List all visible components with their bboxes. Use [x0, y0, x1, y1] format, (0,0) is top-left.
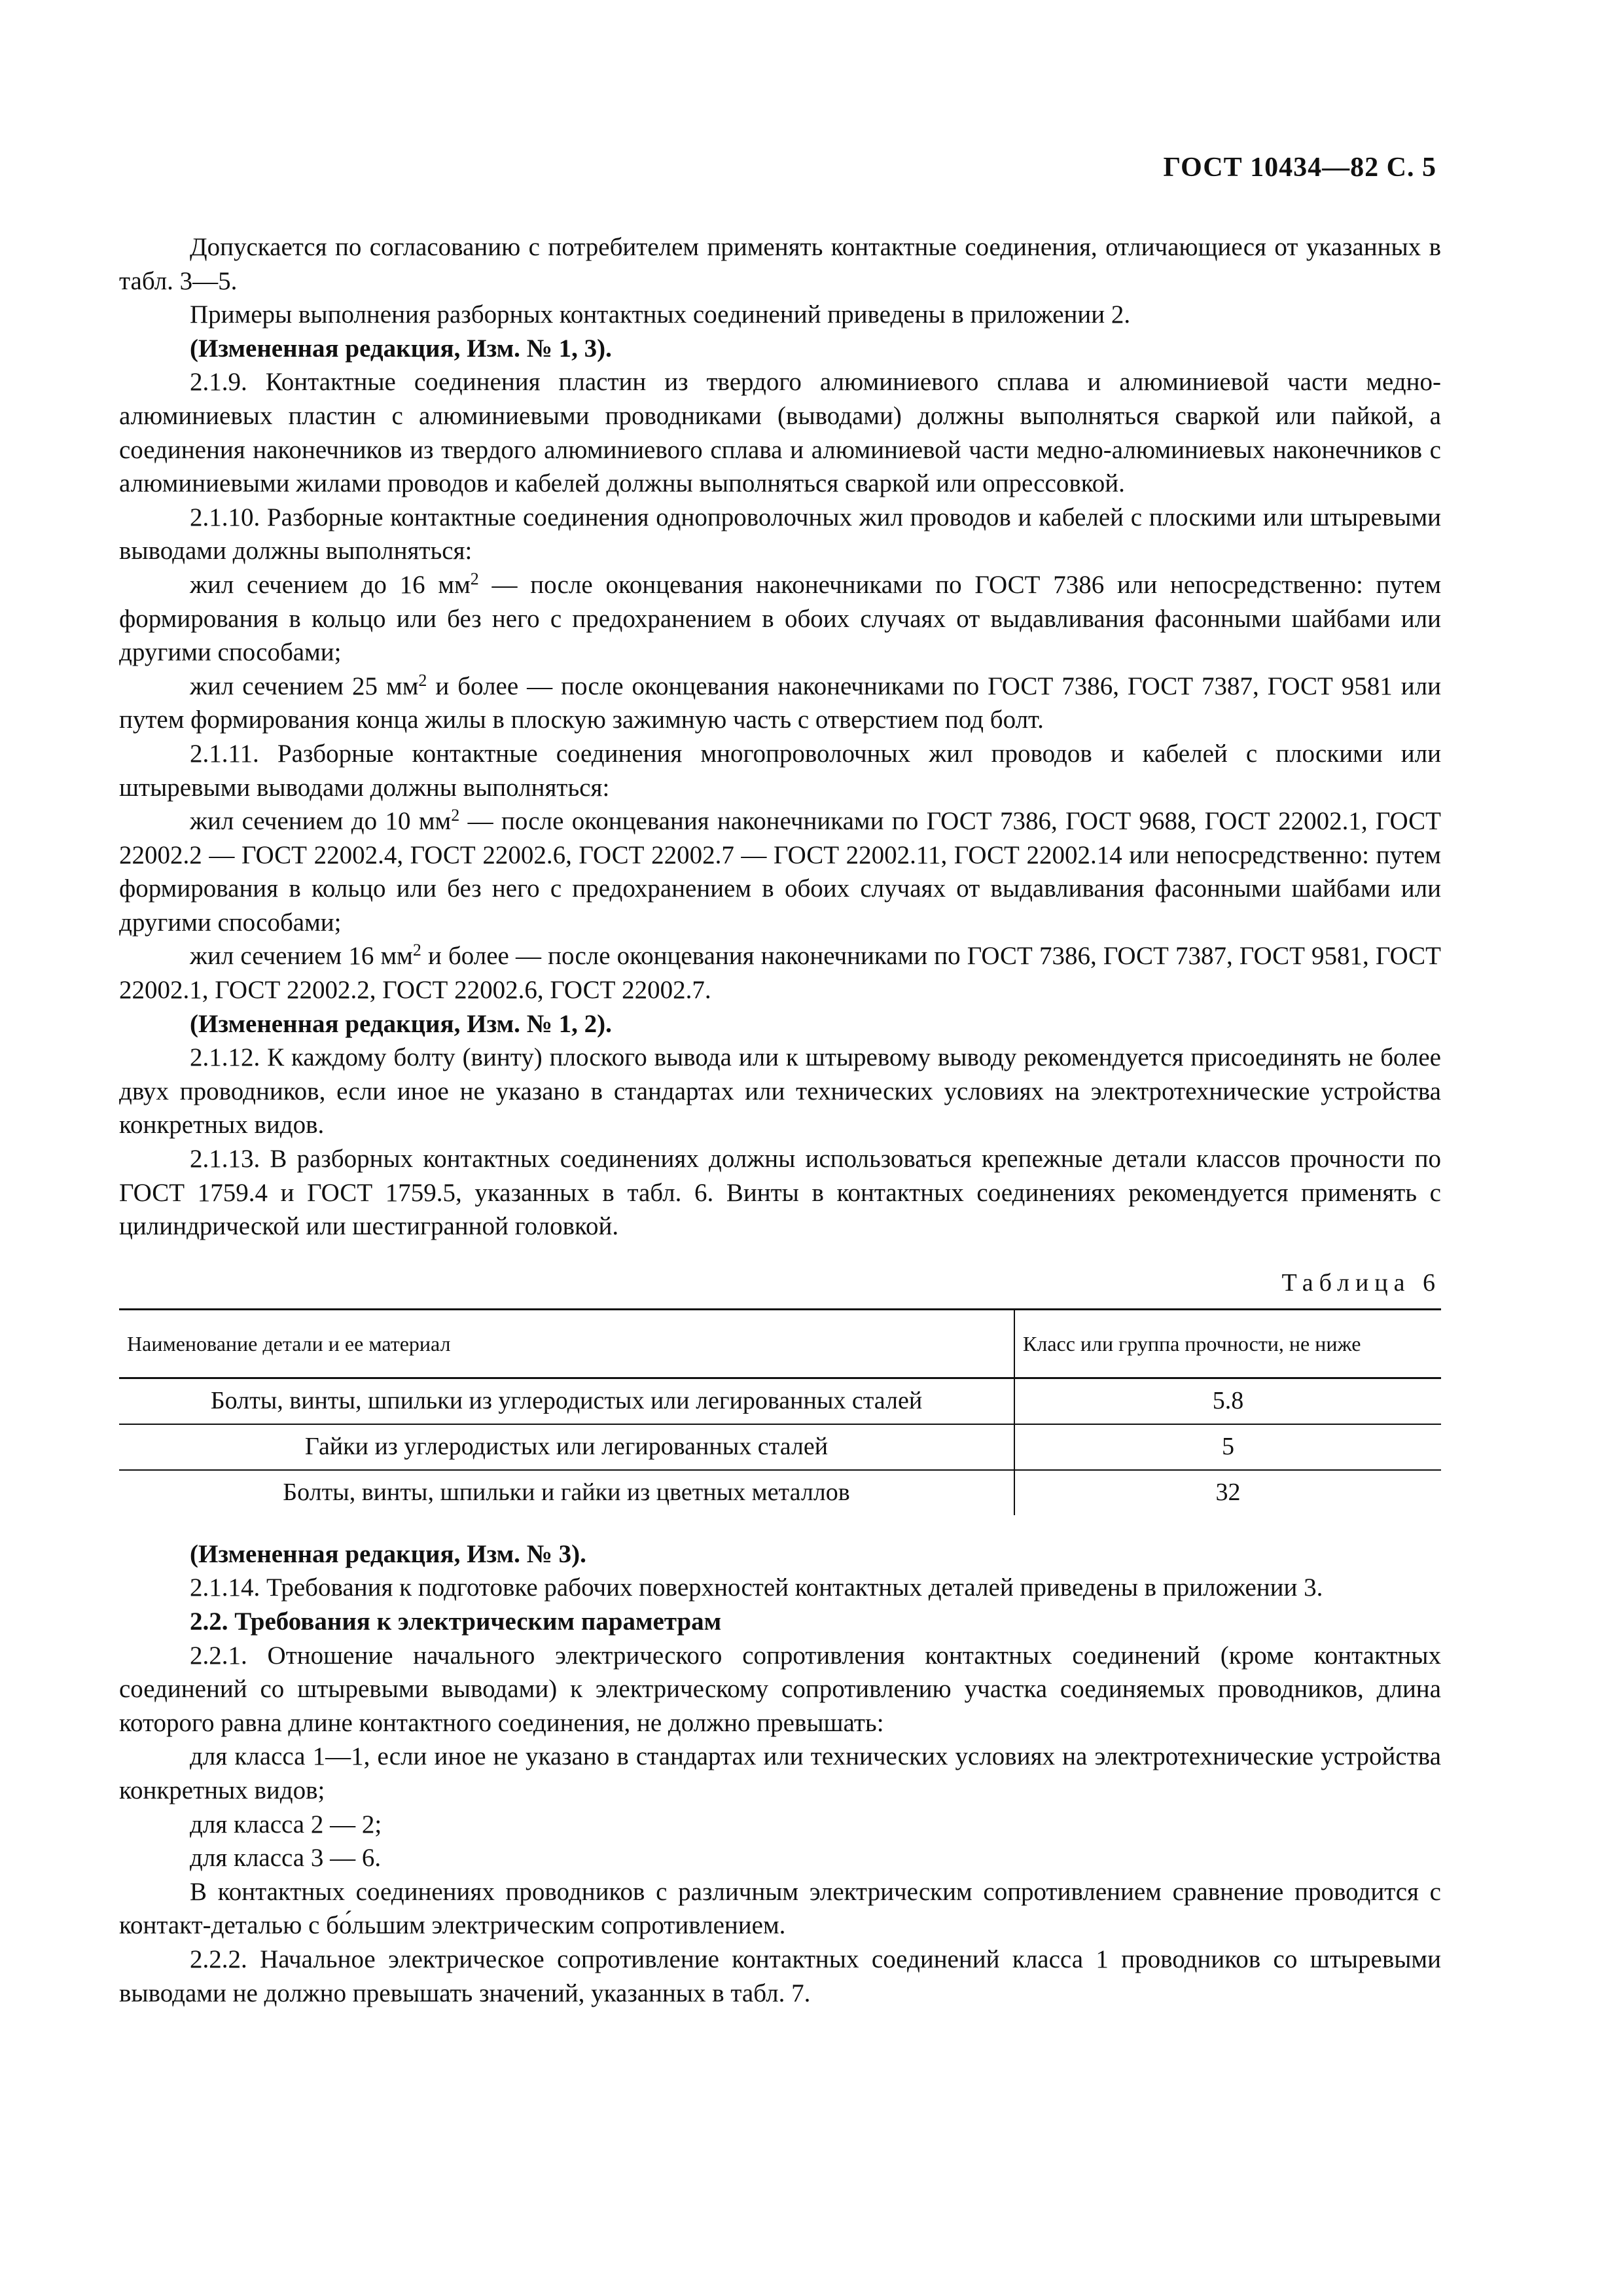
list-item: [119, 804, 1441, 939]
amendment-note: (Измененная редакция, Изм. № 3).: [190, 1539, 586, 1568]
table-row: [119, 1470, 1441, 1515]
table-cell: 5.8: [1014, 1378, 1441, 1424]
paragraph: Примеры выполнения разборных контактных соединений приведены в приложении 2.: [190, 300, 1131, 329]
list-item-text: жил сечением до 16 мм: [190, 570, 471, 599]
list-item-text: жил сечением 16 мм: [190, 942, 413, 971]
table-6: [119, 1308, 1441, 1515]
list-item: [119, 670, 1441, 737]
list-item-text: жил сечением 25 мм: [190, 672, 419, 700]
superscript: 2: [412, 941, 421, 960]
clause-2-1-11: 2.1.11. Разборные контактные соединения многопроволочных жил проводов и кабелей с плоскими или штыревыми выводами должны выполняться:: [119, 739, 1441, 802]
table-header-cell: Класс или группа прочности, не ниже: [1014, 1309, 1441, 1378]
list-item: [119, 568, 1441, 670]
document-body: [119, 230, 1441, 2010]
list-item-text: жил сечением до 10 мм: [190, 807, 452, 836]
clause-2-1-12: 2.1.12. К каждому болту (винту) плоского вывода или к штыревому выводу рекомендуется присоединять не более двух проводников, если иное не указано в стандартах или технических условиях на электротехнические устройства конкретных видов.: [119, 1043, 1441, 1139]
list-item-text: — после оконцевания наконечниками по ГОСТ 7386 или непосредственно: путем формирования в кольцо или без него с предохранением в обоих случаях от выдавливания фасонными шайбами или другими способами;: [119, 570, 1442, 667]
section-heading: 2.2. Требования к электрическим параметрам: [190, 1607, 722, 1636]
table-caption: Таблица 6: [1281, 1268, 1441, 1297]
list-item: для класса 3 — 6.: [190, 1844, 382, 1873]
list-item-text: и более — после оконцевания наконечниками по ГОСТ 7386, ГОСТ 7387, ГОСТ 9581 или путем формирования конца жилы в плоскую зажимную часть с отверстием под болт.: [119, 672, 1442, 734]
clause-2-1-10: 2.1.10. Разборные контактные соединения однопроволочных жил проводов и кабелей с плоскими или штыревыми выводами должны выполняться:: [119, 503, 1441, 565]
table-cell: Болты, винты, шпильки из углеродистых или легированных сталей: [119, 1378, 1014, 1424]
table-row: [119, 1378, 1441, 1424]
clause-2-1-13: 2.1.13. В разборных контактных соединениях должны использоваться крепежные детали классов прочности по ГОСТ 1759.4 и ГОСТ 1759.5, указанных в табл. 6. Винты в контактных соединениях рекомендуется применять с цилиндрической или шестигранной головкой.: [119, 1145, 1441, 1241]
clause-2-1-9: 2.1.9. Контактные соединения пластин из твердого алюминиевого сплава и алюминиевой части медно-алюминиевых пластин с алюминиевыми проводниками (выводами) должны выполняться сваркой или пайкой, а соединения наконечников из твердого алюминиевого сплава и алюминиевой части медно-алюминиевых наконечников с алюминиевыми жилами проводов и кабелей должны выполняться сваркой или опрессовкой.: [119, 368, 1441, 498]
list-item: для класса 1—1, если иное не указано в стандартах или технических условиях на электротехнические устройства конкретных видов;: [119, 1742, 1441, 1804]
superscript: 2: [451, 806, 460, 825]
paragraph: Допускается по согласованию с потребителем применять контактные соединения, отличающиеся от указанных в табл. 3—5.: [119, 233, 1441, 295]
table-cell: 32: [1215, 1479, 1241, 1507]
superscript: 2: [418, 670, 427, 690]
table-cell: 5: [1014, 1424, 1441, 1470]
amendment-note: (Измененная редакция, Изм. № 1, 2).: [190, 1009, 612, 1038]
table-cell: Болты, винты, шпильки и гайки из цветных металлов: [119, 1470, 1014, 1515]
list-item: [119, 939, 1441, 1007]
clause-2-2-2: 2.2.2. Начальное электрическое сопротивление контактных соединений класса 1 проводников со штыревыми выводами не должно превышать значений, указанных в табл. 7.: [119, 1945, 1441, 2007]
clause-2-1-14: 2.1.14. Требования к подготовке рабочих поверхностей контактных деталей приведены в приложении 3.: [190, 1573, 1323, 1602]
table-header-cell: Наименование детали и ее материал: [119, 1309, 1014, 1378]
page-header: ГОСТ 10434—82 С. 5: [1163, 152, 1436, 183]
table-row: [119, 1424, 1441, 1470]
clause-2-2-1: 2.2.1. Отношение начального электрического сопротивления контактных соединений (кроме контактных соединений со штыревыми выводами) к электрическому сопротивлению участка соединяемых проводников, длина которого равна длине контактного соединения, не должно превышать:: [119, 1641, 1441, 1737]
paragraph: В контактных соединениях проводников с различным электрическим сопротивлением сравнение проводится с контакт-деталью с бо́льшим электрическим сопротивлением.: [119, 1877, 1441, 1940]
superscript: 2: [470, 569, 479, 588]
list-item: для класса 2 — 2;: [190, 1810, 382, 1839]
list-item-text: и более — после оконцевания наконечниками по ГОСТ 7386, ГОСТ 7387, ГОСТ 9581, ГОСТ 22002.1, ГОСТ 22002.2, ГОСТ 22002.6, ГОСТ 22002.7.: [119, 942, 1441, 1005]
amendment-note: (Измененная редакция, Изм. № 1, 3).: [190, 334, 612, 363]
table-cell: Гайки из углеродистых или легированных сталей: [119, 1424, 1014, 1470]
list-item-text: — после оконцевания наконечниками по ГОСТ 7386, ГОСТ 9688, ГОСТ 22002.1, ГОСТ 22002.2 — ГОСТ 22002.4, ГОСТ 22002.6, ГОСТ 22002.7 — ГОСТ 22002.11, ГОСТ 22002.14 или непосредственно: путем формирования в кольцо или без него с предохранением в обоих случаях от выдавливания фасонными шайбами или другими способами;: [119, 807, 1441, 937]
